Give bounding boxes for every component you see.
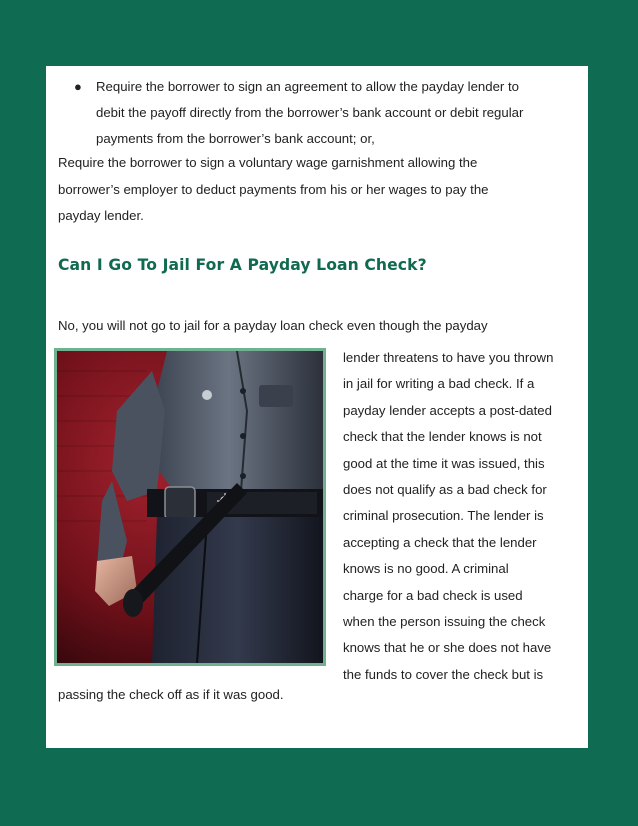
- intro-paragraph-line: No, you will not go to jail for a payday loan check even though the payday: [58, 318, 488, 333]
- document-page: [46, 66, 588, 748]
- paragraph-line: criminal prosecution. The lender is: [343, 508, 544, 524]
- requirements-list: [70, 74, 580, 152]
- paragraph-line: payday lender accepts a post-dated: [343, 402, 552, 418]
- paragraph-line: good at the time it was issued, this: [343, 455, 545, 471]
- bullet-icon: ●: [74, 79, 82, 94]
- paragraph-line: does not qualify as a bad check for: [343, 482, 547, 498]
- paragraph-line: borrower’s employer to deduct payments from his or her wages to pay the: [58, 181, 489, 197]
- paragraph-line: lender threatens to have you thrown: [343, 350, 554, 365]
- officer-illustration: [57, 351, 323, 663]
- police-officer-photo: [54, 348, 326, 666]
- paragraph-line: knows is no good. A criminal: [343, 561, 509, 577]
- paragraph-line: payday lender.: [58, 208, 144, 224]
- paragraph-line: Require the borrower to sign a voluntary wage garnishment allowing the: [58, 155, 478, 170]
- paragraph-line: when the person issuing the check: [343, 614, 546, 630]
- paragraph-line: in jail for writing a bad check. If a: [343, 376, 535, 392]
- list-item-line: debit the payoff directly from the borrower’s bank account or debit regular: [96, 105, 524, 120]
- paragraph-line: accepting a check that the lender: [343, 534, 537, 550]
- wrapped-paragraph: [343, 345, 593, 688]
- paragraph-line: knows that he or she does not have: [343, 640, 552, 656]
- section-heading: Can I Go To Jail For A Payday Loan Check?: [58, 256, 427, 274]
- paragraph-line: the funds to cover the check but is: [343, 666, 544, 682]
- list-item-line: Require the borrower to sign an agreement to allow the payday lender to: [96, 79, 519, 94]
- paragraph-line: charge for a bad check is used: [343, 587, 523, 603]
- closing-paragraph-line: passing the check off as if it was good.: [58, 687, 284, 702]
- paragraph-line: check that the lender knows is not: [343, 429, 542, 445]
- list-item: [70, 74, 580, 152]
- list-item-line: payments from the borrower’s bank account; or,: [96, 131, 375, 146]
- garnishment-paragraph: [58, 150, 578, 230]
